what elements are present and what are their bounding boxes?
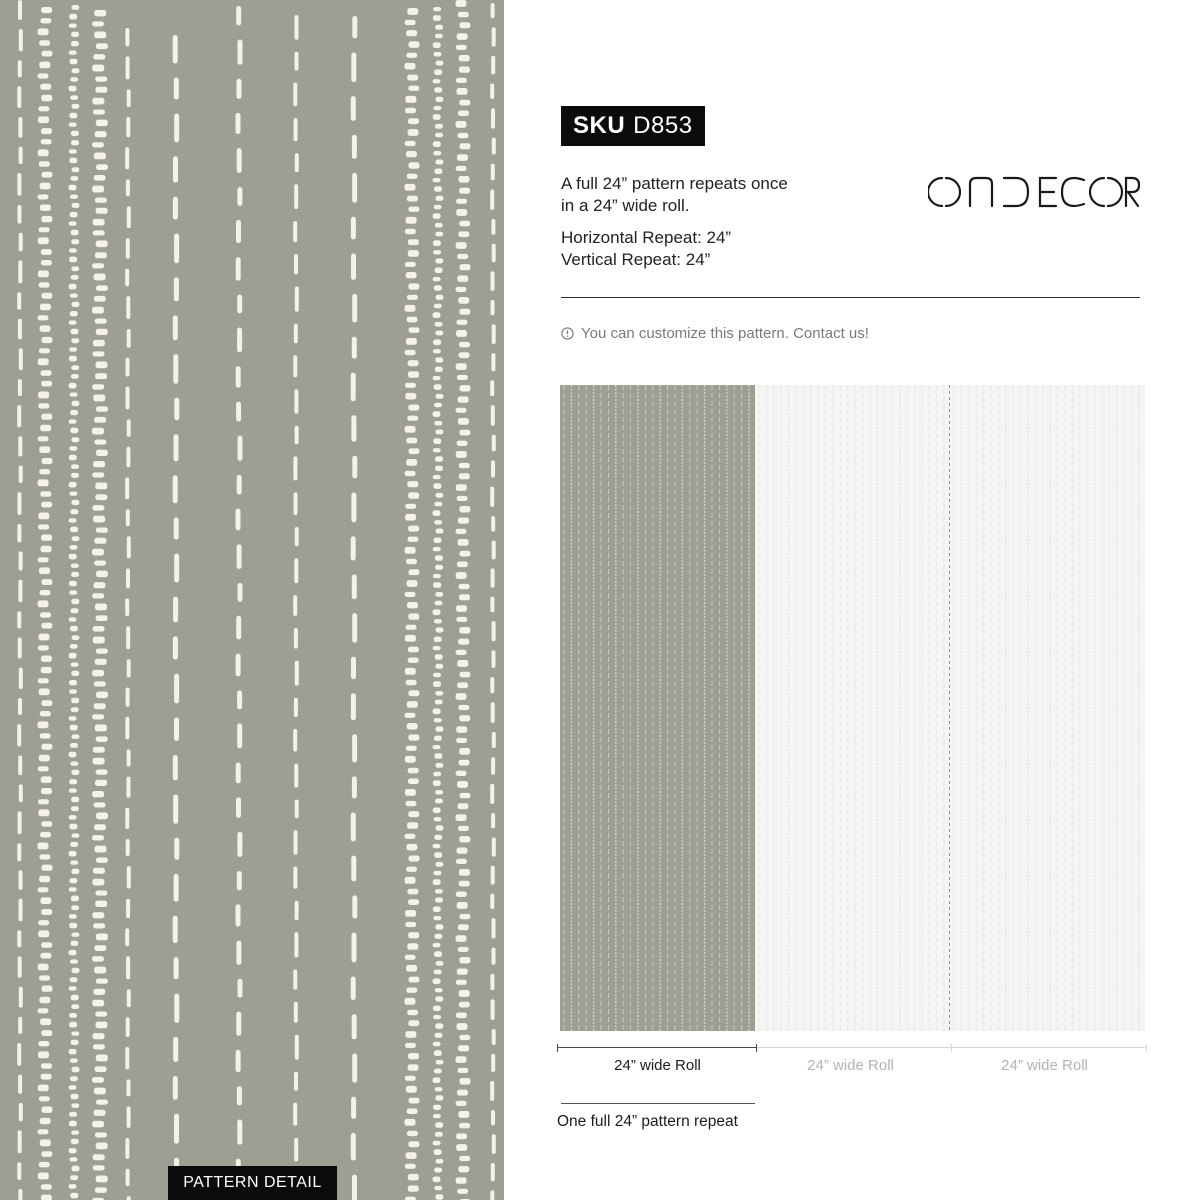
description-line-2: in a 24” wide roll. (561, 196, 690, 215)
roll-3-label-emph: Roll (1062, 1057, 1088, 1074)
customize-text: You can customize this pattern. Contact us! (581, 325, 869, 342)
roll-2-label-prefix: 24” wide (807, 1057, 869, 1074)
pattern-detail-badge: PATTERN DETAIL (168, 1166, 337, 1200)
customize-note[interactable] (561, 325, 869, 342)
roll-1-label-emph: Roll (675, 1057, 701, 1074)
sku-badge (561, 106, 705, 146)
roll-3-label-prefix: 24” wide (1001, 1057, 1063, 1074)
sku-key: SKU (573, 112, 626, 139)
repeat-bar (561, 1103, 755, 1104)
rolls-preview (560, 385, 1145, 1031)
repeat-label: One full 24” pattern repeat (557, 1113, 738, 1130)
pattern-detail-panel (0, 0, 504, 1200)
roll-2 (755, 385, 950, 1031)
vertical-repeat: Vertical Repeat: 24” (561, 250, 711, 269)
roll-seam (949, 385, 950, 1031)
divider (561, 297, 1140, 298)
brand-logo (928, 176, 1140, 210)
roll-2-measure (757, 1044, 952, 1052)
roll-3-label (947, 1057, 1142, 1074)
roll-3-measure (952, 1044, 1147, 1052)
brand-logo-text: ONDECOR (928, 176, 934, 177)
roll-1 (560, 385, 755, 1031)
roll-2-label (753, 1057, 948, 1074)
roll-2-label-emph: Roll (868, 1057, 894, 1074)
roll-1-label (560, 1057, 755, 1074)
info-icon (561, 327, 574, 340)
description-line-1: A full 24” pattern repeats once (561, 174, 788, 193)
horizontal-repeat: Horizontal Repeat: 24” (561, 228, 732, 247)
pattern-detail-image (0, 0, 504, 1200)
roll-1-label-prefix: 24” wide (614, 1057, 676, 1074)
sku-code: D853 (633, 112, 693, 139)
roll-1-measure (557, 1044, 757, 1052)
roll-3 (950, 385, 1145, 1031)
